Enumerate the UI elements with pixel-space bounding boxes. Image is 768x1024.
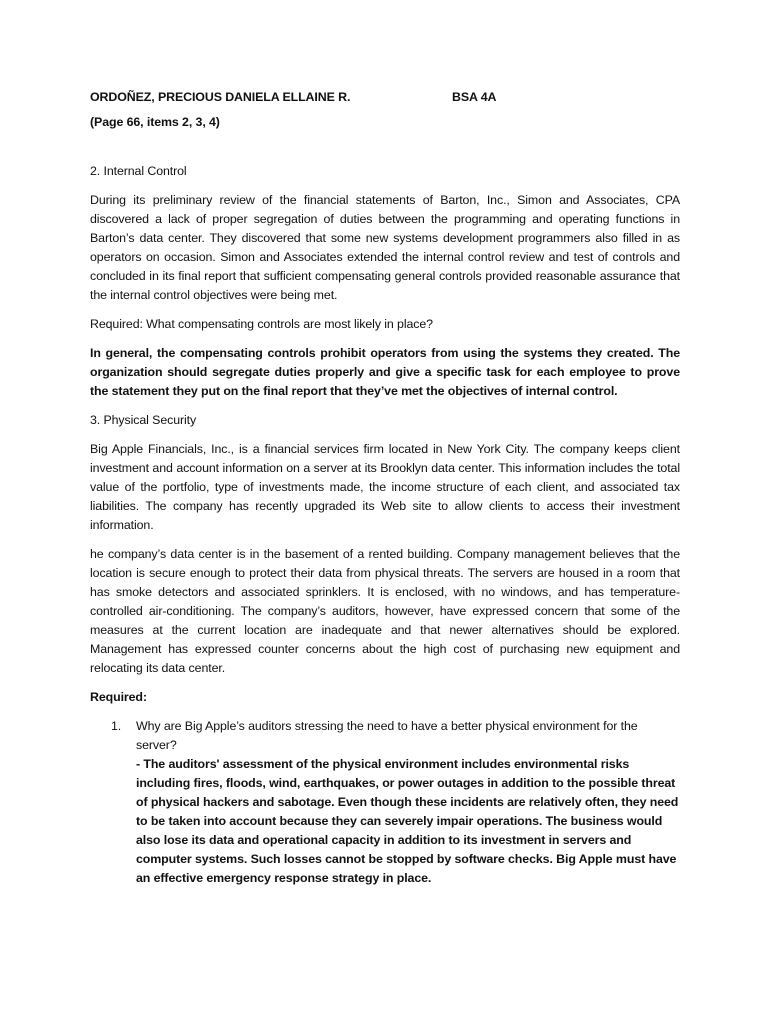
question-number: 1. [111,719,122,733]
section-2-required: Required: What compensating controls are most likely in place? [90,317,433,331]
list-item [90,717,680,888]
section-3-heading: 3. Physical Security [90,413,197,427]
page-reference: (Page 66, items 2, 3, 4) [90,115,220,129]
question-answer: - The auditors' assessment of the physical environment includes environmental risks including fires, floods, wind, earthquakes, or power outages in addition to the possible threat of physical hackers and sabotage. Even though these incidents are relatively often, they need to be taken into account because they can severely impair operations. The business would also lose its data and operational capacity in addition to its investment in servers and computer systems. Such losses cannot be stopped by software checks. Big Apple must have an effective emergency response strategy in place. [136,757,679,885]
section-2-body: During its preliminary review of the financial statements of Barton, Inc., Simon and Associates, CPA discovered a lack of proper segregation of duties between the programming and operating functions in Barton’s data center. They discovered that some new systems development programmers also filled in as operators on occasion. Simon and Associates extended the internal control review and test of controls and concluded in its final report that sufficient compensating general controls provided reasonable assurance that the internal control objectives were being met. [90,193,680,302]
section-3-body-2: he company’s data center is in the basement of a rented building. Company management believes that the location is secure enough to protect their data from physical threats. The servers are housed in a room that has smoke detectors and associated sprinklers. It is enclosed, with no windows, and has temperature-controlled air-conditioning. The company’s auditors, however, have expressed concern that some of the measures at the current location are inadequate and that newer alternatives should be explored. Management has expressed counter concerns about the high cost of purchasing new equipment and relocating its data center. [90,547,680,675]
question-text: Why are Big Apple’s auditors stressing the need to have a better physical environment for the server? [136,719,638,752]
section-3-body-1: Big Apple Financials, Inc., is a financial services firm located in New York City. The company keeps client investment and account information on a server at its Brooklyn data center. This information includes the total value of the portfolio, type of investments made, the income structure of each client, and associated tax liabilities. The company has recently upgraded its Web site to allow clients to access their investment information. [90,442,680,532]
section-2-heading: 2. Internal Control [90,164,187,178]
section-2-answer: In general, the compensating controls prohibit operators from using the systems they created. The organization should segregate duties properly and give a specific task for each employee to prove the statement they put on the final report that they’ve met the objectives of internal control. [90,346,680,398]
student-name: ORDOÑEZ, PRECIOUS DANIELA ELLAINE R. [90,90,351,104]
document-page [90,88,680,888]
section-3-required-label: Required: [90,690,147,704]
question-list [90,717,680,888]
document-header [90,88,680,107]
class-code: BSA 4A [452,90,497,104]
